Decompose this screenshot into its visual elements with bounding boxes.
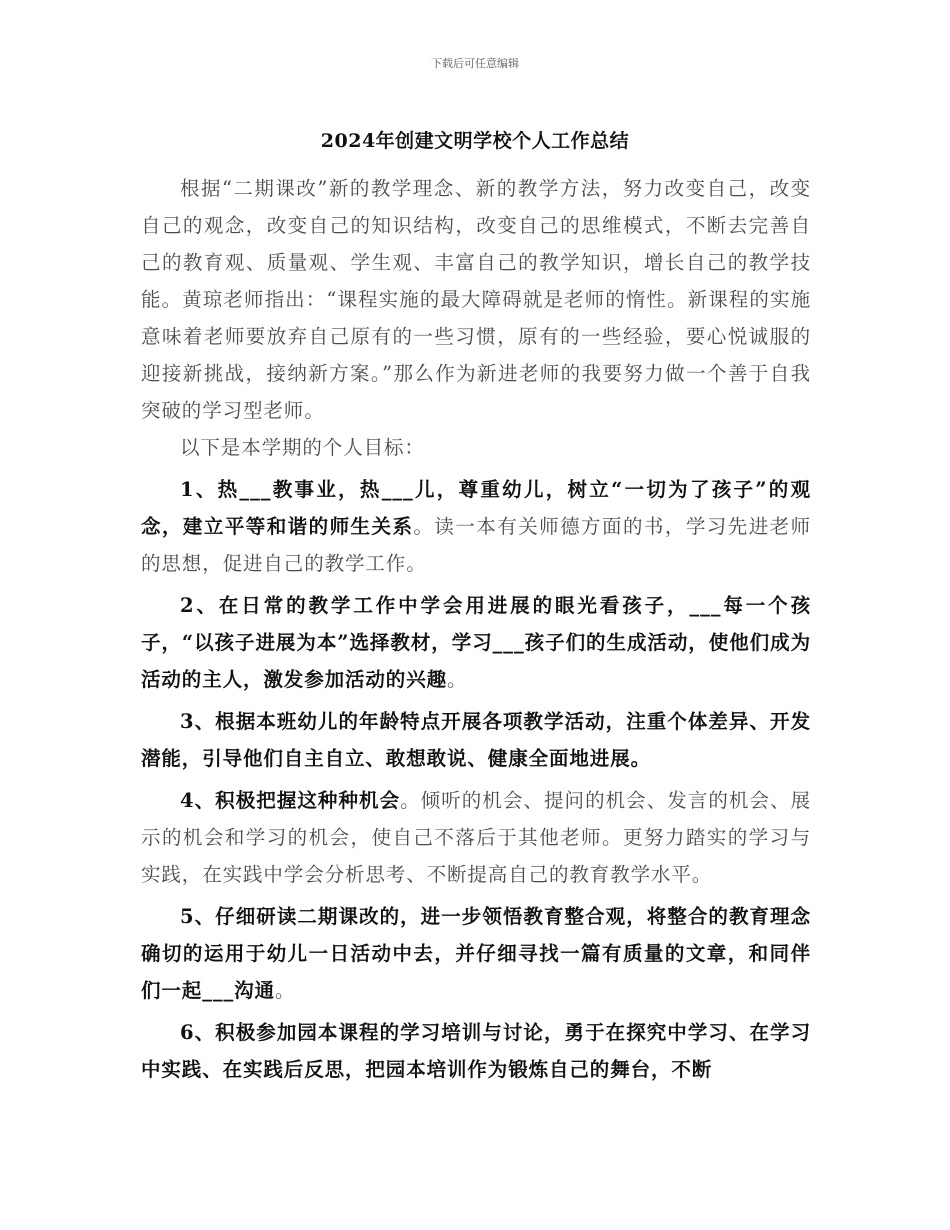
document-title: 2024年创建文明学校个人工作总结 xyxy=(320,130,630,152)
goal-item-2-normal: 。 xyxy=(447,668,468,691)
goal-item-5 xyxy=(141,898,811,1009)
page-header: 下载后可任意编辑 xyxy=(431,57,519,70)
goal-item-1-normal: 。读一本有关师德方面的书，学习先进老师的思想，促进自己的教学工作。 xyxy=(141,515,812,575)
goal-item-1 xyxy=(141,471,811,582)
goal-item-1-bold: 1、热___教事业，热___儿，尊重幼儿，树立“一切为了孩子”的观念，建立平等和谐的师生关系 xyxy=(141,478,811,538)
goal-item-4-normal: 。倾听的机会、提问的机会、发言的机会、展示的机会和学习的机会，使自己不落后于其他老师。更努力踏实的学习与实践，在实践中学会分析思考、不断提高自己的教育教学水平。 xyxy=(141,789,811,886)
goal-item-3 xyxy=(141,703,811,777)
goal-item-4-bold: 4、积极把握这种种机会 xyxy=(180,789,401,812)
intro-paragraph: 根据“二期课改”新的教学理念、新的教学方法，努力改变自己，改变自己的观念，改变自己的知识结构，改变自己的思维模式，不断去完善自己的教育观、质量观、学生观、丰富自己的教学知识，增长自己的教学技能。黄琼老师指出：“课程实施的最大障碍就是老师的惰性。新课程的实施意味着老师要放弃自己原有的一些习惯，原有的一些经验，要心悦诚服的迎接新挑战，接纳新方案。”那么作为新进老师的我要努力做一个善于自我突破的学习型老师。 xyxy=(141,177,811,422)
goal-item-5-normal: 。 xyxy=(274,979,296,1002)
goal-item-6 xyxy=(141,1014,811,1088)
goal-item-5-bold: 5、仔细研读二期课改的，进一步领悟教育整合观，将整合的教育理念确切的运用于幼儿一日活动中去，并仔细寻找一篇有质量的文章，和同伴们一起___沟通 xyxy=(141,905,811,1002)
goals-heading: 以下是本学期的个人目标： xyxy=(180,436,425,459)
goal-item-4 xyxy=(141,782,811,893)
goal-item-3-bold: 3、根据本班幼儿的年龄特点开展各项教学活动，注重个体差异、开发潜能，引导他们自主自立、敢想敢说、健康全面地进展。 xyxy=(141,710,811,770)
document-body xyxy=(141,170,811,1088)
goal-item-2 xyxy=(141,587,811,698)
goal-item-6-bold: 6、积极参加园本课程的学习培训与讨论，勇于在探究中学习、在学习中实践、在实践后反思，把园本培训作为锻炼自己的舞台，不断 xyxy=(141,1021,811,1081)
goal-item-2-bold: 2、在日常的教学工作中学会用进展的眼光看孩子，___每一个孩子，“以孩子进展为本”选择教材，学习___孩子们的生成活动，使他们成为活动的主人，激发参加活动的兴趣 xyxy=(141,594,811,691)
